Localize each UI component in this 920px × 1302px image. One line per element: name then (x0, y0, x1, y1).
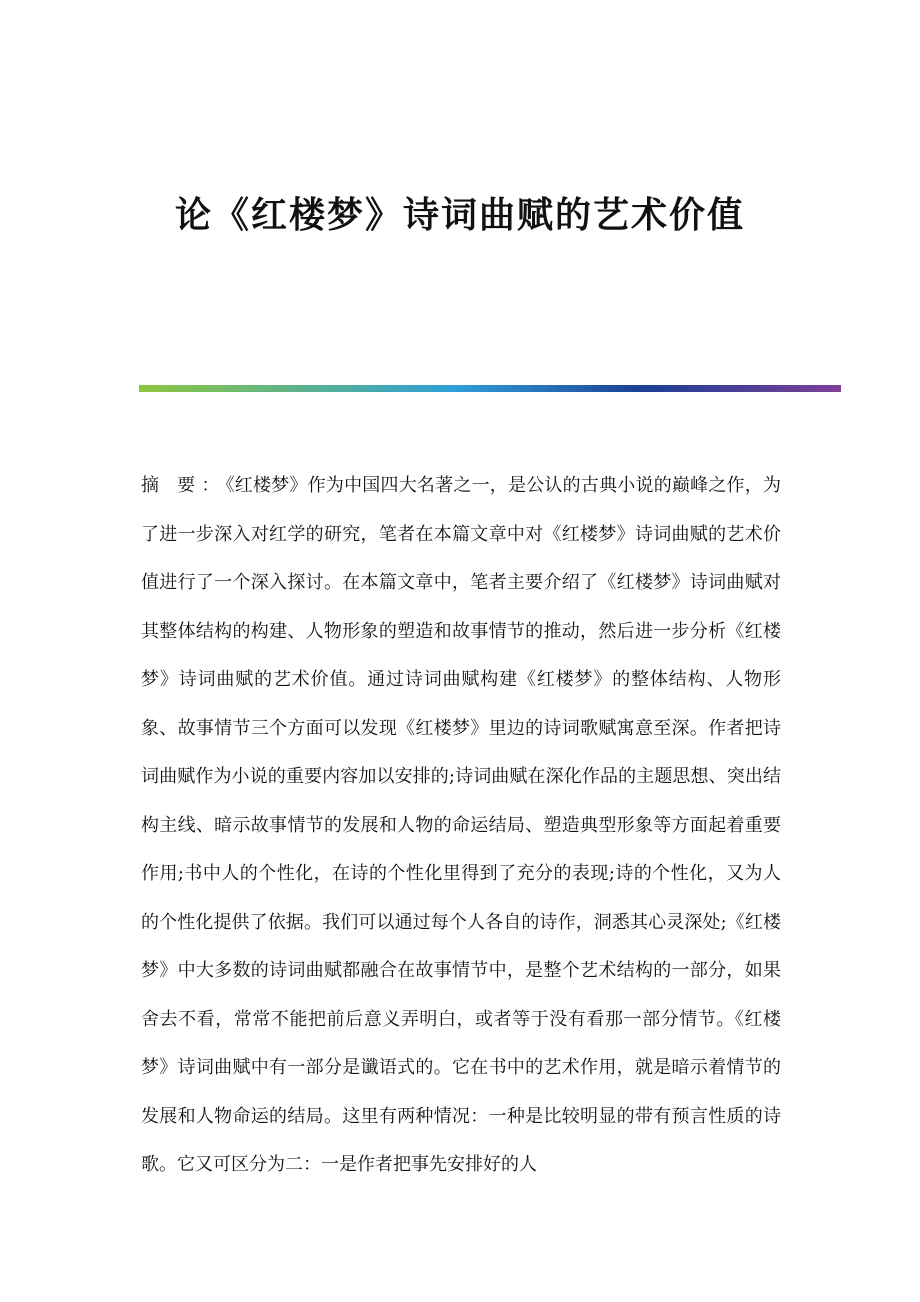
abstract-label: 摘 要： (141, 475, 226, 496)
document-title: 论《红楼梦》诗词曲赋的艺术价值 (174, 194, 745, 236)
title-divider (139, 385, 841, 392)
abstract-paragraph (141, 462, 781, 1190)
abstract-text: 《红楼梦》作为中国四大名著之一，是公认的古典小说的巅峰之作，为了进一步深入对红学的研究，笔者在本篇文章中对《红楼梦》诗词曲赋的艺术价值进行了一个深入探讨。在本篇文章中，笔者主要介绍了《红楼梦》诗词曲赋对其整体结构的构建、人物形象的塑造和故事情节的推动，然后进一步分析《红楼梦》诗词曲赋的艺术价值。通过诗词曲赋构建《红楼梦》的整体结构、人物形象、故事情节三个方面可以发现《红楼梦》里边的诗词歌赋寓意至深。作者把诗词曲赋作为小说的重要内容加以安排的;诗词曲赋在深化作品的主题思想、突出结构主线、暗示故事情节的发展和人物的命运结局、塑造典型形象等方面起着重要作用;书中人的个性化，在诗的个性化里得到了充分的表现;诗的个性化，又为人的个性化提供了依据。我们可以通过每个人各自的诗作，洞悉其心灵深处;《红楼梦》中大多数的诗词曲赋都融合在故事情节中，是整个艺术结构的一部分，如果舍去不看，常常不能把前后意义弄明白，或者等于没有看那一部分情节。《红楼梦》诗词曲赋中有一部分是谶语式的。它在书中的艺术作用，就是暗示着情节的发展和人物命运的结局。这里有两种情况：一种是比较明显的带有预言性质的诗歌。它又可区分为二：一是作者把事先安排好的人 (141, 475, 781, 1175)
